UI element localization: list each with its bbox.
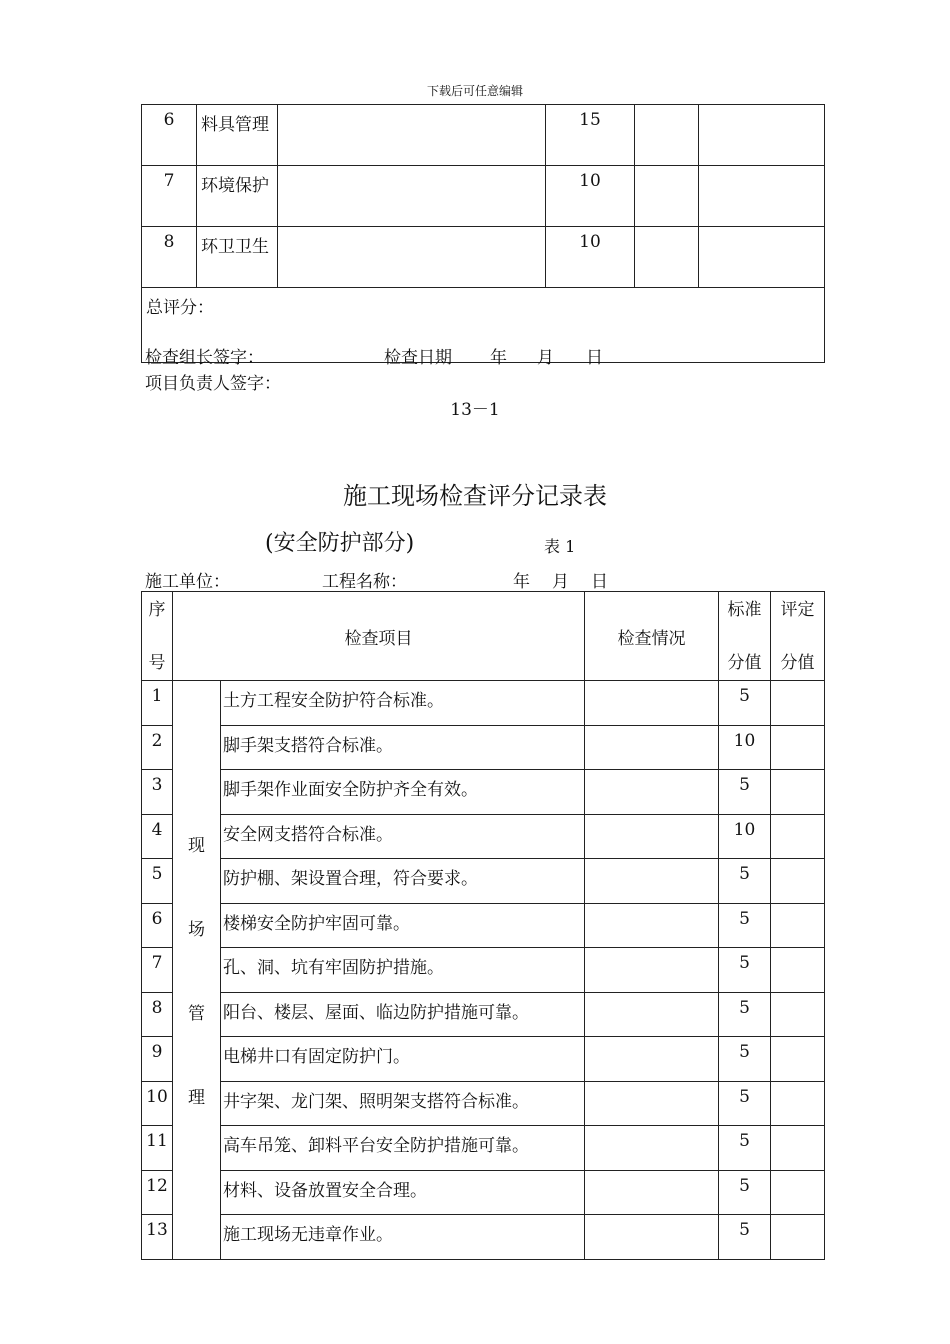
row-inspection-status [585, 903, 719, 948]
project-name-label: 工程名称： [322, 572, 407, 592]
row-number: 7 [142, 166, 197, 227]
row-assessed-score [771, 903, 825, 948]
row-assessed-score [771, 681, 825, 726]
row-inspection-item: 土方工程安全防护符合标准。 [221, 681, 585, 726]
row-assessed-score [771, 725, 825, 770]
leader-signature-label: 检查组长签字： [145, 348, 264, 368]
row-assessed-score [771, 948, 825, 993]
form-year: 年 [513, 572, 530, 592]
row-assessed-score [771, 1126, 825, 1171]
form-title: 施工现场检查评分记录表 [343, 482, 607, 510]
row-item: 料具管理 [197, 105, 278, 166]
row-standard-score: 5 [719, 1215, 771, 1260]
row-number: 10 [142, 1081, 173, 1126]
row-standard-score: 10 [719, 725, 771, 770]
row-standard-score: 5 [719, 948, 771, 993]
row-standard-score: 10 [719, 814, 771, 859]
header-seq-top: 序 [148, 600, 166, 620]
table-row [142, 948, 825, 993]
row-inspection-item: 高车吊笼、卸料平台安全防护措施可靠。 [221, 1126, 585, 1171]
table-row [142, 903, 825, 948]
row-remark [699, 105, 825, 166]
row-inspection-item: 井字架、龙门架、照明架支搭符合标准。 [221, 1081, 585, 1126]
row-inspection-item: 脚手架支搭符合标准。 [221, 725, 585, 770]
header-std-bottom: 分值 [727, 653, 762, 673]
safety-inspection-table [141, 591, 825, 1260]
form-subtitle: (安全防护部分) [265, 531, 415, 556]
row-assessed-score [771, 1215, 825, 1260]
row-assessed-score [771, 1170, 825, 1215]
table-number: 表 1 [544, 537, 576, 556]
table-row [142, 1037, 825, 1082]
row-number: 1 [142, 681, 173, 726]
row-number: 13 [142, 1215, 173, 1260]
row-score [635, 105, 699, 166]
date-day: 日 [586, 348, 603, 368]
row-inspection-item: 防护棚、架设置合理，符合要求。 [221, 859, 585, 904]
row-standard-score: 5 [719, 859, 771, 904]
row-detail [278, 227, 546, 288]
header-std [719, 592, 771, 681]
header-seq [142, 592, 173, 681]
row-number: 9 [142, 1037, 173, 1082]
row-number: 8 [142, 227, 197, 288]
row-standard-score: 10 [546, 227, 635, 288]
table-row [142, 1126, 825, 1171]
form-month: 月 [552, 572, 569, 592]
header-item [173, 592, 585, 681]
row-standard-score: 15 [546, 105, 635, 166]
row-standard-score: 5 [719, 770, 771, 815]
manager-signature-label: 项目负责人签字： [145, 374, 281, 394]
row-remark [699, 227, 825, 288]
row-number: 3 [142, 770, 173, 815]
table-row [142, 770, 825, 815]
category-char: 管 [188, 1004, 205, 1025]
header-status-label: 检查情况 [617, 628, 686, 649]
table-row [142, 814, 825, 859]
row-standard-score: 5 [719, 1081, 771, 1126]
row-standard-score: 5 [719, 1126, 771, 1171]
header-status [585, 592, 719, 681]
row-inspection-status [585, 992, 719, 1037]
row-standard-score: 5 [719, 992, 771, 1037]
row-standard-score: 5 [719, 903, 771, 948]
row-inspection-status [585, 1037, 719, 1082]
row-number: 5 [142, 859, 173, 904]
table-row [142, 725, 825, 770]
row-inspection-status [585, 681, 719, 726]
category-char: 现 [188, 836, 205, 857]
row-assessed-score [771, 1081, 825, 1126]
row-inspection-status [585, 1081, 719, 1126]
score-table-continued [141, 104, 825, 363]
row-number: 11 [142, 1126, 173, 1171]
row-inspection-item: 孔、洞、坑有牢固防护措施。 [221, 948, 585, 993]
row-inspection-status [585, 1126, 719, 1171]
construction-unit-label: 施工单位： [145, 572, 230, 592]
table-row [142, 859, 825, 904]
category-char: 场 [188, 920, 205, 941]
table-row [142, 1170, 825, 1215]
row-inspection-status [585, 1215, 719, 1260]
header-item-label: 检查项目 [344, 628, 413, 649]
inspection-date-label: 检查日期 [384, 348, 452, 368]
table-row [142, 1215, 825, 1260]
row-assessed-score [771, 859, 825, 904]
row-assessed-score [771, 770, 825, 815]
form-day: 日 [591, 572, 608, 592]
row-standard-score: 5 [719, 681, 771, 726]
header-score [771, 592, 825, 681]
row-number: 2 [142, 725, 173, 770]
row-number: 12 [142, 1170, 173, 1215]
row-inspection-status [585, 1170, 719, 1215]
row-assessed-score [771, 814, 825, 859]
row-standard-score: 10 [546, 166, 635, 227]
row-detail [278, 166, 546, 227]
table-row [142, 105, 825, 166]
row-standard-score: 5 [719, 1037, 771, 1082]
table-row [142, 992, 825, 1037]
row-inspection-item: 电梯井口有固定防护门。 [221, 1037, 585, 1082]
row-inspection-item: 材料、设备放置安全合理。 [221, 1170, 585, 1215]
header-std-top: 标准 [727, 600, 762, 620]
row-inspection-item: 施工现场无违章作业。 [221, 1215, 585, 1260]
category-site-management [173, 681, 221, 1260]
category-char: 理 [188, 1088, 205, 1109]
header-seq-bottom: 号 [148, 653, 166, 673]
row-number: 6 [142, 903, 173, 948]
table-row [142, 227, 825, 288]
row-inspection-item: 安全网支搭符合标准。 [221, 814, 585, 859]
row-inspection-status [585, 725, 719, 770]
row-assessed-score [771, 1037, 825, 1082]
row-number: 6 [142, 105, 197, 166]
total-score-label: 总评分： [146, 298, 214, 318]
row-number: 4 [142, 814, 173, 859]
row-inspection-item: 脚手架作业面安全防护齐全有效。 [221, 770, 585, 815]
row-score [635, 166, 699, 227]
row-number: 7 [142, 948, 173, 993]
row-remark [699, 166, 825, 227]
page-number: 13－1 [450, 400, 500, 420]
row-number: 8 [142, 992, 173, 1037]
header-note: 下载后可任意编辑 [426, 84, 523, 98]
row-inspection-item: 楼梯安全防护牢固可靠。 [221, 903, 585, 948]
row-inspection-status [585, 814, 719, 859]
table-row [142, 166, 825, 227]
header-score-top: 评定 [780, 600, 815, 620]
row-assessed-score [771, 992, 825, 1037]
table-row [142, 681, 825, 726]
date-month: 月 [537, 348, 554, 368]
row-standard-score: 5 [719, 1170, 771, 1215]
date-year: 年 [490, 348, 507, 368]
header-score-bottom: 分值 [780, 653, 815, 673]
row-score [635, 227, 699, 288]
table-row [142, 1081, 825, 1126]
row-item: 环境保护 [197, 166, 278, 227]
row-inspection-item: 阳台、楼层、屋面、临边防护措施可靠。 [221, 992, 585, 1037]
row-detail [278, 105, 546, 166]
row-inspection-status [585, 948, 719, 993]
row-inspection-status [585, 770, 719, 815]
row-inspection-status [585, 859, 719, 904]
row-item: 环卫卫生 [197, 227, 278, 288]
